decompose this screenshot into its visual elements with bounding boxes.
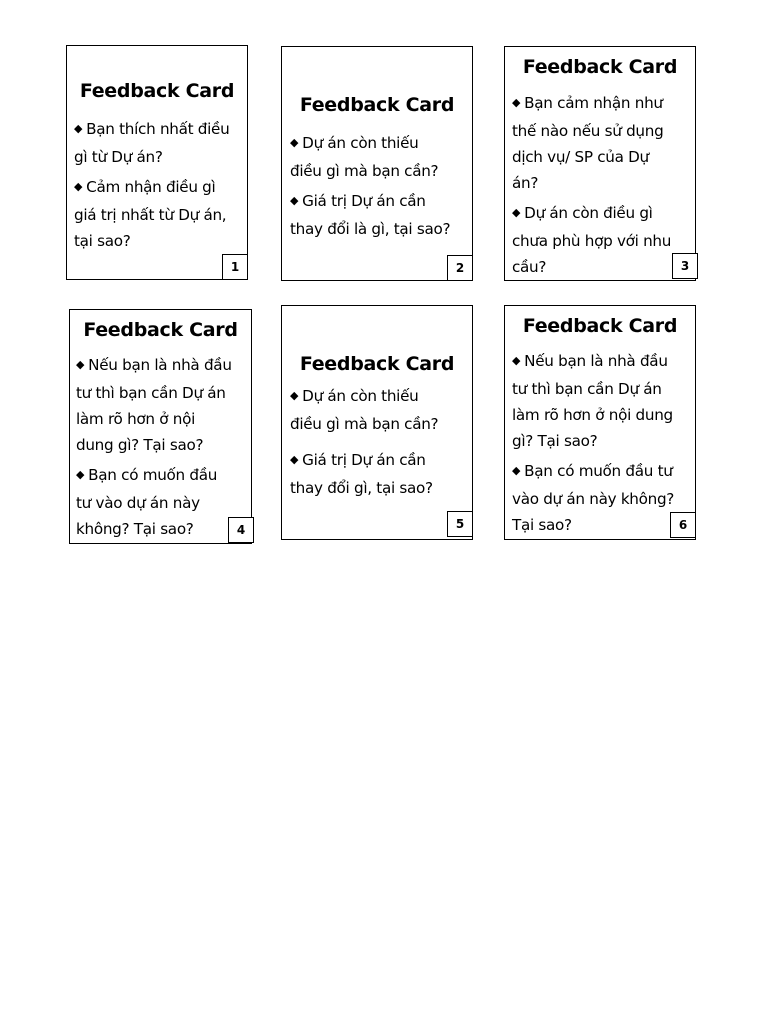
card-number: 5 [447,511,473,537]
card-number: 1 [222,254,248,280]
card-number: 2 [447,255,473,281]
feedback-card-3 [504,46,696,281]
feedback-card-5 [281,305,473,540]
diamond-bullet-icon: ◆ [512,464,521,477]
diamond-bullet-icon: ◆ [512,96,521,109]
card-title: Feedback Card [299,353,455,375]
card-number: 6 [670,512,696,538]
question-1: ◆ Dự án còn thiếu điều gì mà bạn cần? [290,387,439,433]
diamond-bullet-icon: ◆ [74,180,83,193]
feedback-card-2 [281,46,473,281]
question-1: ◆ Bạn thích nhất điều gì từ Dự án? [74,120,230,166]
question-2: ◆ Cảm nhận điều gì giá trị nhất từ Dự án, tại sao? [74,178,227,250]
diamond-bullet-icon: ◆ [512,354,521,367]
diamond-bullet-icon: ◆ [74,122,83,135]
question-2: ◆ Giá trị Dự án cần thay đổi là gì, tại sao? [290,192,451,238]
diamond-bullet-icon: ◆ [290,136,299,149]
question-1: ◆ Bạn cảm nhận như thế nào nếu sử dụng dịch vụ/ SP của Dự án? [512,94,664,192]
question-2: ◆ Dự án còn điều gì chưa phù hợp với nhu cầu? [512,204,672,276]
diamond-bullet-icon: ◆ [290,453,299,466]
diamond-bullet-icon: ◆ [512,206,521,219]
question-2: ◆ Bạn có muốn đầu tư vào dự án này không? Tại sao? [76,466,218,538]
card-title: Feedback Card [83,319,238,341]
feedback-card-4 [69,309,252,544]
diamond-bullet-icon: ◆ [76,468,85,481]
card-title: Feedback Card [299,94,455,116]
diamond-bullet-icon: ◆ [290,389,299,402]
card-title: Feedback Card [522,315,678,337]
feedback-card-1 [66,45,248,280]
card-number: 3 [672,253,698,279]
diamond-bullet-icon: ◆ [76,358,85,371]
card-number: 4 [228,517,254,543]
card-title: Feedback Card [522,56,678,78]
diamond-bullet-icon: ◆ [290,194,299,207]
feedback-card-6 [504,305,696,540]
question-1: ◆ Nếu bạn là nhà đầu tư thì bạn cần Dự án làm rõ hơn ở nội dung gì? Tại sao? [512,352,673,450]
question-2: ◆ Bạn có muốn đầu tư vào dự án này không? Tại sao? [512,462,675,534]
question-2: ◆ Giá trị Dự án cần thay đổi gì, tại sao? [290,451,433,497]
card-title: Feedback Card [79,80,235,102]
question-1: ◆ Dự án còn thiếu điều gì mà bạn cần? [290,134,439,180]
question-1: ◆ Nếu bạn là nhà đầu tư thì bạn cần Dự án làm rõ hơn ở nội dung gì? Tại sao? [76,356,232,454]
